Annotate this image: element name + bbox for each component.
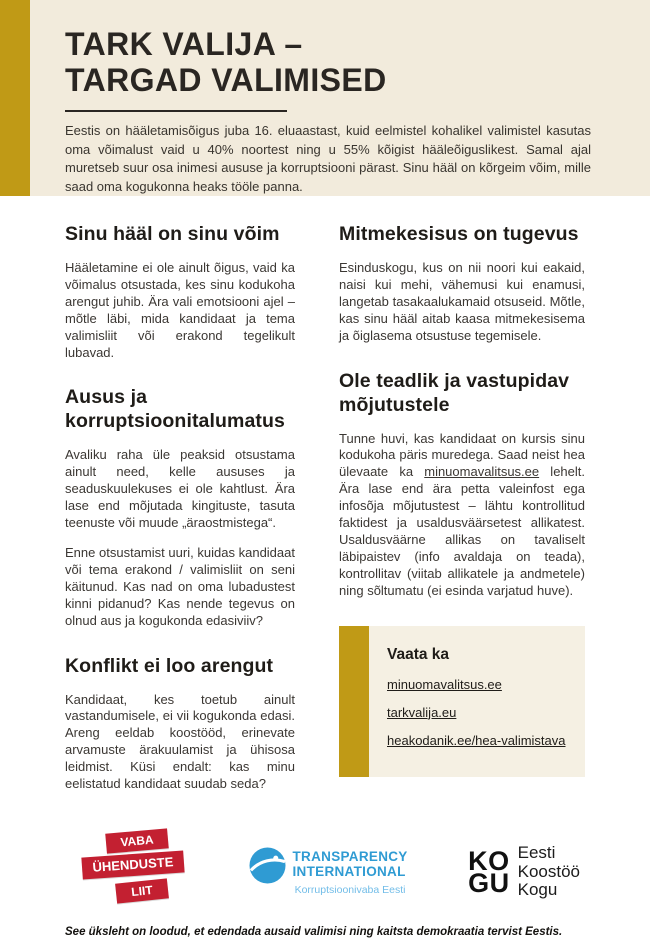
kogu-name-block — [518, 844, 580, 899]
vaata-ka-title: Vaata ka — [387, 645, 450, 663]
ribbon-banner: ÜHENDUSTE — [81, 850, 184, 879]
section-teadlik — [339, 369, 585, 600]
section-paragraph — [339, 431, 585, 600]
section-paragraph: Hääletamine ei ole ainult õigus, vaid ka võimalus otsustada, kes sinu kodukoha arengut juhib. Ära vali emotsiooni ajel – mõtle läbi, mida kandidaat ja tema valimisliit või erakond tegelikult lubavad. — [65, 260, 295, 360]
ti-name-line: INTERNATIONAL — [292, 864, 406, 880]
section-heading: Ausus ja korruptsioonitalumatus — [65, 386, 285, 433]
vaata-ka-gold-bar — [339, 626, 369, 777]
kogu-name-line: Eesti — [517, 843, 556, 863]
content-columns — [0, 196, 650, 806]
vaata-ka-box — [339, 626, 585, 777]
section-heading: Konflikt ei loo arengut — [65, 654, 274, 677]
minuomavalitsus-inline-link[interactable]: minuomavalitsus.ee — [424, 464, 540, 480]
gold-accent-bar — [0, 0, 30, 196]
globe-icon — [249, 847, 286, 889]
header — [0, 0, 650, 196]
ti-subtitle: Korruptsioonivaba Eesti — [294, 884, 406, 897]
section-ausus — [65, 385, 295, 629]
section-paragraph: Enne otsustamist uuri, kuidas kandidaat või tema erakond / valimisliit on seni käitunud. Kas nad on oma lubadustest kinni pidanud? Kas nende tegevus on olnud aus ja kogukonda edasiviiv? — [65, 544, 295, 628]
ribbon-banner: LIIT — [115, 878, 169, 903]
kogu-mark-line: KO — [468, 845, 510, 876]
link-minuomavalitsus[interactable]: minuomavalitsus.ee — [387, 676, 502, 692]
transparency-international-logo — [249, 847, 408, 896]
kogu-name-line: Koostöö — [517, 861, 580, 881]
ribbon-banner: VABA — [105, 828, 169, 853]
section-heading: Mitmekesisus on tugevus — [339, 223, 579, 245]
section-konflikt — [65, 654, 295, 793]
section-sinu-haal — [65, 222, 295, 361]
logo-row — [0, 824, 650, 920]
vaata-ka-content — [369, 626, 585, 777]
title-underline — [65, 110, 287, 112]
kogu-name-line: Kogu — [517, 880, 558, 900]
section-mitmekesisus — [339, 222, 585, 345]
link-tarkvalija[interactable]: tarkvalija.eu — [387, 704, 457, 720]
right-column — [339, 222, 585, 806]
paragraph-text: Tunne huvi, kas kandidaat on kursis sinu kodukoha päris muredega. Saad neist hea ülevaate ka — [339, 430, 585, 480]
section-paragraph: Kandidaat, kes toetub ainult vastandumisele, ei vii kogukonda edasi. Areng eeldab koostööd, erinevate arvamuste ärakuulamist ja ühisosa leidmist. Küsi endalt: kas minu eelistatud kandidaat suudab seda? — [65, 691, 295, 792]
footer-note: See üksleht on loodud, et edendada ausaid valimisi ning kaitsta demokraatia tervist Eestis. — [65, 925, 563, 938]
section-paragraph: Esinduskogu, kus on nii noori kui eakaid, naisi kui mehi, vähemusi kui enamusi, langetab tasakaalukamaid otsuseid. Mõtle, kas sinu hääl aitab kaasa mitmekesisema ja õiglasema otsustuse tegemisele. — [339, 260, 585, 343]
link-heakodanik[interactable]: heakodanik.ee/hea-valimistava — [387, 732, 566, 748]
ti-text-block — [293, 847, 408, 896]
section-heading: Sinu hääl on sinu võim — [65, 223, 280, 245]
left-column — [65, 222, 295, 806]
ti-name-line: TRANSPARENCY — [292, 849, 408, 865]
paragraph-text: lehelt. Ära lase end ära petta valeinfost ega infosõja mõjutustest – lähtu kontrollitud faktidest ja usaldusväärsetest allikatest. Usaldusväärne allikas on tavaliselt läbipaistev (info avaldaja on teada), kontrollitav (viitab allikatele ja andmetele) ning sõltumatu (ei esinda varjatud huve). — [339, 464, 585, 598]
kogu-wordmark — [468, 845, 510, 898]
vaba-uhenduste-liit-logo — [80, 826, 188, 918]
intro-paragraph: Eestis on hääletamisõigus juba 16. eluaastast, kuid eelmistel kohalikel valimistel kasutas oma võimalust vaid u 40% noortest ning u 55% kõigist hääleõiguslikest. Samal ajal muretseb suur osa inimesi aususe ja korruptsiooni pärast. Sinu hääl on kõrgeim võim, mille saad oma kogukonna heaks tööle panna. — [65, 123, 591, 194]
section-heading: Ole teadlik ja vastupidav mõjutustele — [339, 369, 570, 416]
page-title-line1: TARK VALIJA – — [65, 26, 303, 62]
section-paragraph: Avaliku raha üle peaksid otsustama ainult need, kelle aususes ja seaduskuulekuses ei ole kahtlust. Ära lase end mõjutada kingituste, tasuta teenuste või muude „äraostmistega“. — [65, 447, 295, 531]
kogu-mark-line: GU — [468, 867, 510, 898]
kogu-logo — [468, 844, 580, 899]
page-title — [65, 26, 590, 98]
page-title-line2: TARGAD VALIMISED — [65, 62, 387, 98]
